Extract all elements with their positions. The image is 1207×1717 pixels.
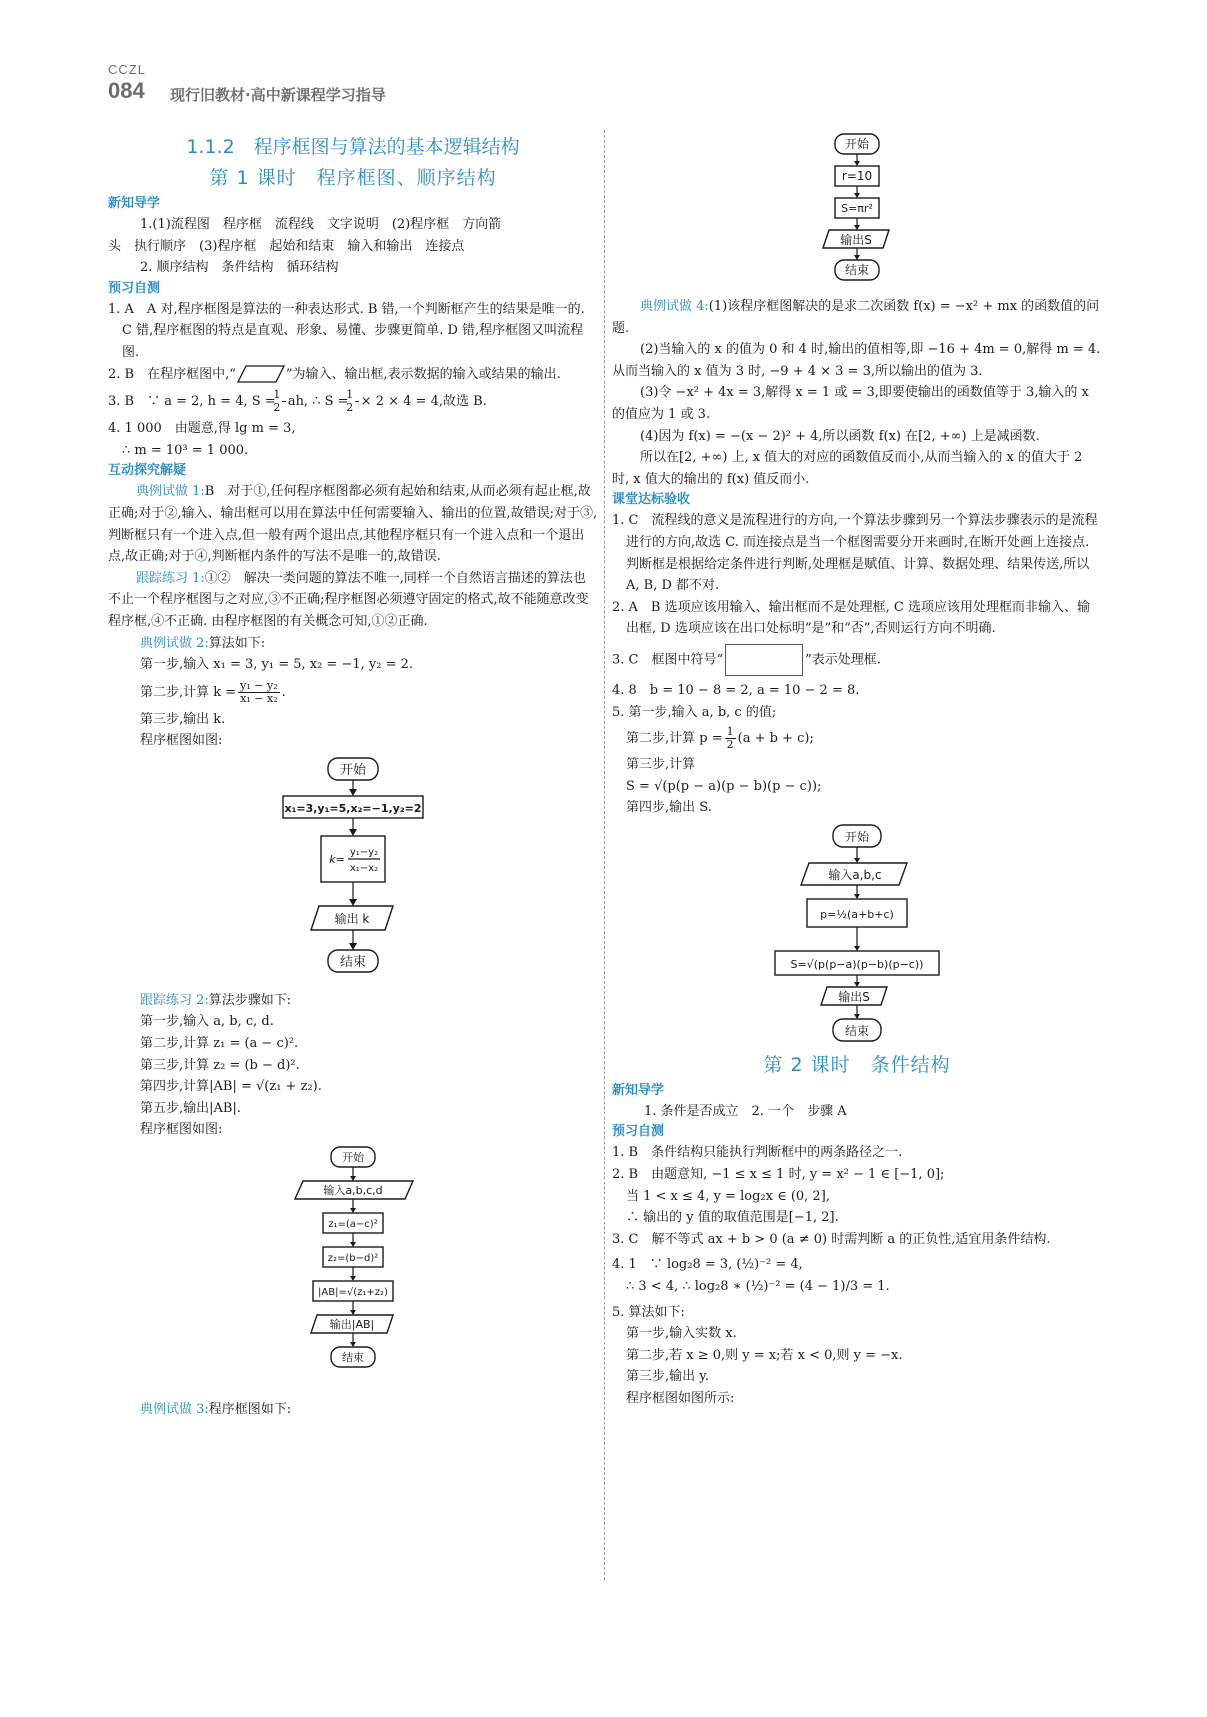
publisher-brand: CCZL: [108, 62, 146, 77]
example-1-text: B 对于①,任何程序框图都必须有起始和结束,从而必须有起止框,故正确;对于②,输入、输出框可以用在算法中任何需要输入、输出的位置,故错误;对于③,判断框只有一个进入点,但一般有两个退出点,其他程序框只有一个进入点和一个退出点,故正确;对于④,判断框内条件的写法不是唯一的,故错误.: [108, 484, 598, 565]
yuxi2-answer-2b: 当 1 < x ≤ 4, y = log₂x ∈ (0, 2],: [626, 1188, 830, 1204]
example-2-step-3: 第三步,输出 k.: [140, 711, 226, 727]
example-2-step-2: 第二步,计算 k = $\frac{\text{y₁ − y₂}}{\text{x₁ − x₂}}$ .: [140, 678, 286, 705]
example-4-part-4: (4)因为 f(x) = −(x − 2)² + 4,所以函数 f(x) 在[2, +∞) 上是减函数.: [640, 428, 1040, 444]
practice-1-label: 跟踪练习 1:: [136, 570, 205, 586]
ketang-3-text-b: ”表示处理框.: [805, 652, 881, 668]
example-4-part-3: (3)令 −x² + 4x = 3,解得 x = 1 或 = 3,即要使输出的函数值等于 3,输入的 x 的值应为 1 或 3.: [612, 385, 1089, 422]
yuxi-answer-4: 4. 1 000 由题意,得 lg m = 3,: [108, 421, 296, 437]
ketang-5-step-2: [612, 726, 1102, 751]
lesson-title: 第 1 课时 程序框图、顺序结构: [209, 167, 497, 189]
ketang-5-step-2-text-a: 第二步,计算 p =: [626, 731, 723, 747]
fc2-output-text: 输出|AB|: [329, 1318, 375, 1332]
yuxi-3-text-b: ah, ∴ S =: [287, 394, 349, 410]
fraction-numerator: 1: [282, 389, 286, 402]
right-column: [612, 132, 1102, 1410]
example-1-label: 典例试做 1:: [136, 484, 205, 500]
yuxi2-answer-2: 2. B 由题意知, −1 ≤ x ≤ 1 时, y = x² − 1 ∈ [−1, 0];: [612, 1167, 945, 1183]
fc1-num-text: y₁−y₂: [349, 846, 379, 858]
subheading-xinzhi: 新知导学: [108, 196, 161, 211]
process-box-symbol-icon: [725, 644, 803, 676]
fc1-input-text: x₁=3,y₁=5,x₂=−1,y₂=2: [284, 801, 422, 815]
practice-2-step-4: 第四步,计算|AB| = √(z₁ + z₂).: [140, 1079, 322, 1095]
yuxi-3-text-c: × 2 × 4 = 4,故选 B.: [360, 394, 487, 410]
practice-2-step-6: 程序框图如图:: [140, 1122, 223, 1138]
page-header: [108, 62, 508, 112]
fc2-start-text: 开始: [342, 1151, 364, 1165]
subheading-hudong: 互动探究解疑: [108, 463, 187, 479]
fc1-end-text: 结束: [339, 954, 367, 970]
fc3-end-text: 结束: [844, 263, 870, 277]
example-4-label: 典例试做 4:: [640, 299, 709, 314]
example-4: [612, 296, 1102, 339]
fc1-output-text: 输出 k: [334, 911, 370, 926]
fc4-output-text: 输出S: [838, 989, 870, 1004]
example-2-label: 典例试做 2:: [140, 635, 209, 651]
practice-1: [108, 568, 598, 633]
subheading-yuxi: 预习自测: [108, 280, 161, 296]
fc2-ab-text: |AB|=√(z₁+z₂): [318, 1287, 388, 1299]
fc3-start-text: 开始: [844, 137, 870, 151]
left-column: [108, 132, 598, 1421]
flowchart-example-2: [233, 756, 473, 986]
yuxi2-answer-1: 1. B 条件结构只能执行判断框中的两条路径之一.: [612, 1145, 903, 1161]
ketang-answer-4: 4. 8 b = 10 − 8 = 2, a = 10 − 2 = 8.: [612, 682, 860, 698]
fraction-denominator: 2: [273, 401, 281, 415]
fraction-denominator: 2: [726, 738, 734, 752]
yuxi-2-text-b: ”为输入、输出框,表示数据的输入或结果的输出.: [285, 366, 561, 382]
flowchart-example-3: [797, 132, 917, 292]
fc3-output-text: 输出S: [840, 233, 872, 247]
fc1-den-text: x₁−x₂: [349, 862, 379, 874]
fc1-start-text: 开始: [339, 762, 367, 778]
ketang-5-step-3: 第三步,计算: [626, 757, 696, 773]
fc4-input-text: 输入a,b,c: [828, 867, 882, 882]
yuxi-answer-4b: ∴ m = 10³ = 1 000.: [122, 442, 249, 458]
xinzhi-line-2: 头 执行顺序 (3)程序框 起始和结束 输入和输出 连接点: [108, 238, 465, 254]
yuxi-answer-3: [108, 389, 598, 414]
practice-2: [108, 990, 598, 1012]
example-3-text: 程序框图如下:: [208, 1402, 292, 1418]
yuxi2-5-step-4: 程序框图如图所示:: [626, 1391, 735, 1406]
yuxi2-answer-5: 5. 算法如下:: [612, 1304, 685, 1320]
slope-numerator: y₁ − y₂: [240, 678, 278, 692]
ketang-3-text-a: 3. C 框图中符号“: [612, 652, 724, 668]
fc2-z1-text: z₁=(a−c)²: [328, 1219, 378, 1231]
fraction-numerator: 1: [726, 725, 734, 739]
slope-fraction: [238, 680, 279, 705]
ketang-answer-5: 5. 第一步,输入 a, b, c 的值;: [612, 704, 777, 720]
fc3-s-text: S=πr²: [841, 202, 873, 215]
fc4-s-text: S=√(p(p−a)(p−b)(p−c)): [790, 957, 924, 971]
fraction-numerator: 1: [355, 389, 359, 402]
fc2-z2-text: z₂=(b−d)²: [327, 1253, 379, 1265]
yuxi2-5-step-1: 第一步,输入实数 x.: [626, 1326, 737, 1342]
subheading-yuxi-2: 预习自测: [612, 1124, 665, 1140]
ketang-answer-1: 1. C 流程线的意义是流程进行的方向,一个算法步骤到另一个算法步骤表示的是流程进行的方向,故选 C. 而连接点是当一个框图需要分开来画时,在断开处画上连接点. 判断框是根据给定条件进行判断,处理框是赋值、计算、数据处理、结果传送,所以 A, B, D 都不对.: [612, 513, 1098, 594]
fraction-denominator: 2: [346, 401, 354, 415]
fc4-p-text: p=½(a+b+c): [820, 907, 894, 921]
yuxi2-answer-4b: ∴ 3 < 4, ∴ log₂8 ∗ (½)⁻² = (4 − 1)/3 = 1.: [626, 1279, 890, 1295]
column-divider: [604, 130, 605, 1580]
example-4-part-2: (2)当输入的 x 的值为 0 和 4 时,输出的值相等,即 −16 + 4m = 0,解得 m = 4. 从而当输入的 x 值为 3 时, −9 + 4 × 3 = 3,所以输出的值为 3.: [612, 342, 1101, 379]
example-3-label: 典例试做 3:: [140, 1402, 209, 1418]
fc2-input-text: 输入a,b,c,d: [323, 1184, 383, 1198]
fc4-start-text: 开始: [844, 829, 870, 844]
practice-2-text: 算法步骤如下:: [208, 992, 292, 1008]
book-title: 现行旧教材·高中新课程学习指导: [170, 86, 386, 104]
fc1-k-text: k=: [329, 852, 345, 866]
example-4-part-5: 所以在[2, +∞) 上, x 值大的对应的函数值反而小,从而当输入的 x 的值大于 2 时, x 值大的输出的 f(x) 值反而小.: [612, 450, 1083, 487]
parallelogram-symbol-icon: [236, 364, 286, 384]
slope-denominator: x₁ − x₂: [240, 691, 278, 705]
example-4-text: (1)该程序框图解决的是求二次函数 f(x) = −x² + mx 的函数值的问题.: [612, 299, 1100, 336]
yuxi-answer-2: [108, 364, 598, 386]
ketang-5-step-4: 第四步,输出 S.: [626, 800, 712, 816]
practice-1-text: ①② 解决一类问题的算法不唯一,同样一个自然语言描述的算法也不止一个程序框图与之对应,③不正确;程序框图必须遵守固定的格式,故不能随意改变程序框,④不正确. 由程序框图的有关概念可知,①②正确.: [108, 570, 589, 629]
example-2: [108, 633, 598, 655]
yuxi2-answer-2c: ∴ 输出的 y 值的取值范围是[−1, 2].: [626, 1210, 839, 1226]
ketang-answer-2: 2. A B 选项应该用输入、输出框而不是处理框, C 选项应该用处理框而非输入、输出框, D 选项应该在出口处标明“是”和“否”,否则运行方向不明确.: [612, 599, 1090, 637]
yuxi2-answer-3: 3. C 解不等式 ax + b > 0 (a ≠ 0) 时需判断 a 的正负性,适宜用条件结构.: [612, 1231, 1051, 1247]
subheading-xinzhi-2: 新知导学: [612, 1082, 665, 1098]
ketang-5-step-3-formula: S = √(p(p − a)(p − b)(p − c));: [626, 778, 822, 794]
example-3: [108, 1399, 598, 1421]
xinzhi-2-line: 1. 条件是否成立 2. 一个 步骤 A: [644, 1103, 847, 1119]
fraction-half: [725, 726, 736, 751]
yuxi-3-text-a: 3. B ∵ a = 2, h = 4, S =: [108, 394, 276, 410]
section-title: 1.1.2 程序框图与算法的基本逻辑结构: [186, 136, 520, 158]
example-2-step-1: 第一步,输入 x₁ = 3, y₁ = 5, x₂ = −1, y₂ = 2.: [140, 657, 413, 673]
example-2-step-4: 程序框图如图:: [140, 733, 223, 749]
practice-2-step-3: 第三步,计算 z₂ = (b − d)².: [140, 1057, 300, 1073]
fraction-half: [346, 388, 359, 415]
yuxi2-5-step-2: 第二步,若 x ≥ 0,则 y = x;若 x < 0,则 y = −x.: [626, 1347, 903, 1363]
flowchart-ketang-5: [747, 823, 967, 1045]
ketang-answer-3: [612, 644, 1102, 676]
ketang-5-step-2-text-b: (a + b + c);: [737, 731, 814, 747]
example-2-text: 算法如下:: [208, 635, 266, 651]
practice-2-label: 跟踪练习 2:: [140, 992, 209, 1008]
fc3-r-text: r=10: [841, 169, 873, 183]
fc2-end-text: 结束: [342, 1351, 364, 1365]
practice-2-step-1: 第一步,输入 a, b, c, d.: [140, 1014, 274, 1030]
subheading-ketang: 课堂达标验收: [612, 492, 691, 508]
lesson-2-title: 第 2 课时 条件结构: [763, 1053, 951, 1076]
flowchart-practice-2: [253, 1145, 453, 1395]
yuxi2-5-step-3: 第三步,输出 y.: [626, 1369, 710, 1385]
yuxi2-answer-4: 4. 1 ∵ log₂8 = 3, (½)⁻² = 4,: [612, 1257, 803, 1273]
practice-2-step-5: 第五步,输出|AB|.: [140, 1100, 241, 1116]
xinzhi-line-1: 1.(1)流程图 程序框 流程线 文字说明 (2)程序框 方向箭: [140, 217, 502, 232]
page-number: 084: [108, 78, 145, 103]
fraction-half: [273, 388, 286, 415]
xinzhi-line-3: 2. 顺序结构 条件结构 循环结构: [140, 260, 339, 276]
fc4-end-text: 结束: [844, 1023, 870, 1038]
yuxi-2-text-a: 2. B 在程序框图中,“: [108, 366, 236, 382]
yuxi-answer-1: 1. A A 对,程序框图是算法的一种表达形式. B 错,一个判断框产生的结果是唯一的. C 错,程序框图的特点是直观、形象、易懂、步骤更简单. D 错,程序框图又叫流程图.: [108, 301, 585, 360]
example-2-step-2-text: 第二步,计算 k =: [140, 684, 237, 700]
example-1: [108, 481, 598, 567]
practice-2-step-2: 第二步,计算 z₁ = (a − c)².: [140, 1036, 299, 1052]
